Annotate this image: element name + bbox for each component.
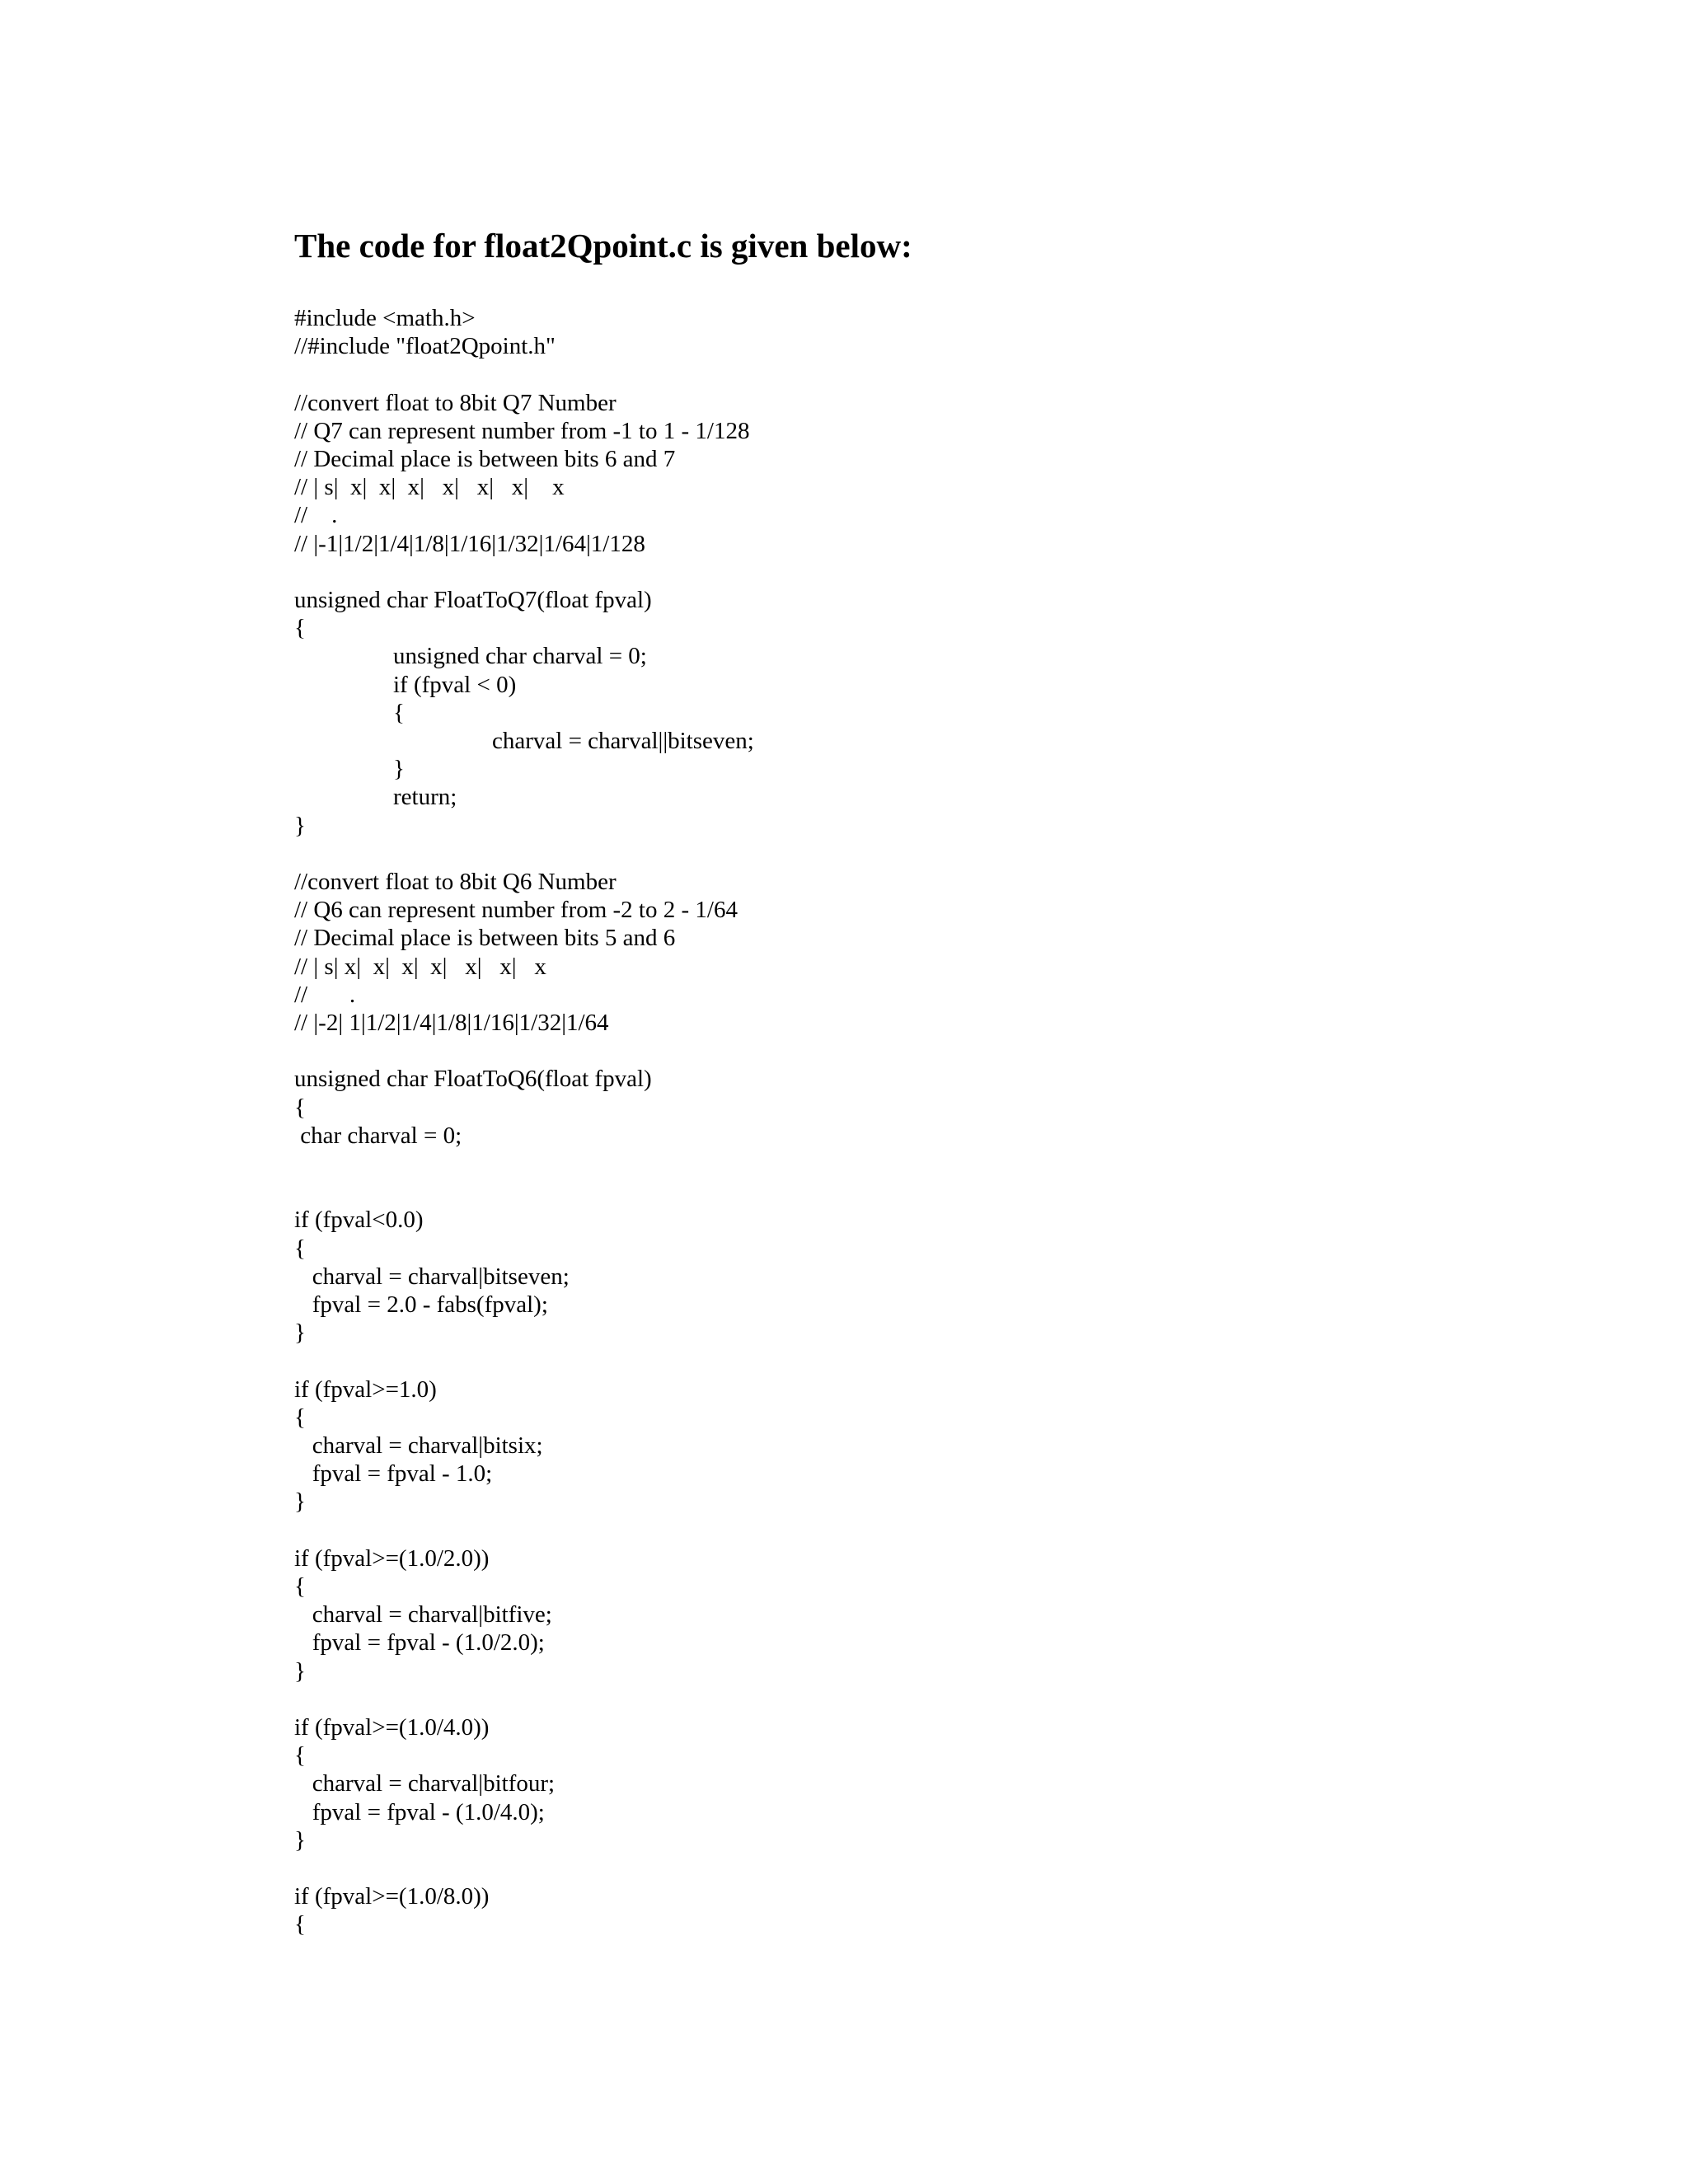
code-line: }	[294, 1488, 306, 1516]
code-line: if (fpval<0.0)	[294, 1207, 424, 1234]
page-title: The code for float2Qpoint.c is given below:	[294, 227, 912, 265]
code-line: #include <math.h>	[294, 305, 476, 331]
code-line: }	[294, 812, 306, 839]
code-line: fpval = fpval - (1.0/4.0);	[294, 1798, 545, 1825]
code-line: // Q6 can represent number from -2 to 2 - 1/64	[294, 897, 738, 924]
code-line: fpval = fpval - (1.0/2.0);	[294, 1629, 545, 1657]
code-line: charval = charval|bitfour;	[294, 1770, 556, 1797]
code-line: if (fpval>=(1.0/8.0))	[294, 1883, 490, 1910]
code-line: fpval = fpval - 1.0;	[294, 1460, 493, 1488]
code-line: unsigned char FloatToQ7(float fpval)	[294, 587, 652, 613]
code-line: {	[294, 1742, 306, 1769]
code-line: {	[294, 1235, 306, 1262]
code-line: // | s| x| x| x| x| x| x| x	[294, 953, 546, 980]
code-line: {	[393, 699, 405, 726]
code-line: // |-2| 1|1/2|1/4|1/8|1/16|1/32|1/64	[294, 1010, 609, 1036]
code-line: unsigned char charval = 0;	[393, 643, 647, 670]
code-line: charval = charval||bitseven;	[492, 728, 754, 754]
code-line: }	[294, 1826, 306, 1854]
code-line: char charval = 0;	[294, 1122, 462, 1149]
code-line: {	[294, 1094, 306, 1121]
code-line: unsigned char FloatToQ6(float fpval)	[294, 1066, 652, 1093]
code-line: fpval = 2.0 - fabs(fpval);	[294, 1291, 548, 1318]
code-line: }	[294, 1319, 306, 1347]
code-line: // | s| x| x| x| x| x| x| x	[294, 474, 565, 501]
code-line: {	[294, 1911, 306, 1938]
code-line: // Decimal place is between bits 5 and 6	[294, 925, 676, 952]
code-line: if (fpval>=(1.0/4.0))	[294, 1714, 490, 1741]
code-line: //convert float to 8bit Q6 Number	[294, 869, 617, 895]
code-line: // .	[294, 981, 356, 1008]
code-line: // .	[294, 502, 338, 529]
code-line: }	[294, 1657, 306, 1685]
code-line: charval = charval|bitsix;	[294, 1432, 543, 1459]
code-line: if (fpval>=(1.0/2.0))	[294, 1544, 490, 1572]
code-line: // |-1|1/2|1/4|1/8|1/16|1/32|1/64|1/128	[294, 530, 645, 557]
code-line: // Decimal place is between bits 6 and 7	[294, 446, 676, 472]
code-line: if (fpval>=1.0)	[294, 1376, 437, 1403]
code-line: {	[294, 1404, 306, 1431]
code-line: charval = charval|bitseven;	[294, 1263, 570, 1290]
code-line: return;	[393, 784, 457, 811]
code-line: {	[294, 615, 306, 642]
code-line: // Q7 can represent number from -1 to 1 - 1/128	[294, 417, 750, 444]
code-line: {	[294, 1573, 306, 1600]
code-line: if (fpval < 0)	[393, 671, 517, 698]
code-line: //#include "float2Qpoint.h"	[294, 333, 556, 360]
code-line: charval = charval|bitfive;	[294, 1601, 552, 1629]
code-line: //convert float to 8bit Q7 Number	[294, 389, 617, 416]
code-line: }	[393, 756, 405, 783]
